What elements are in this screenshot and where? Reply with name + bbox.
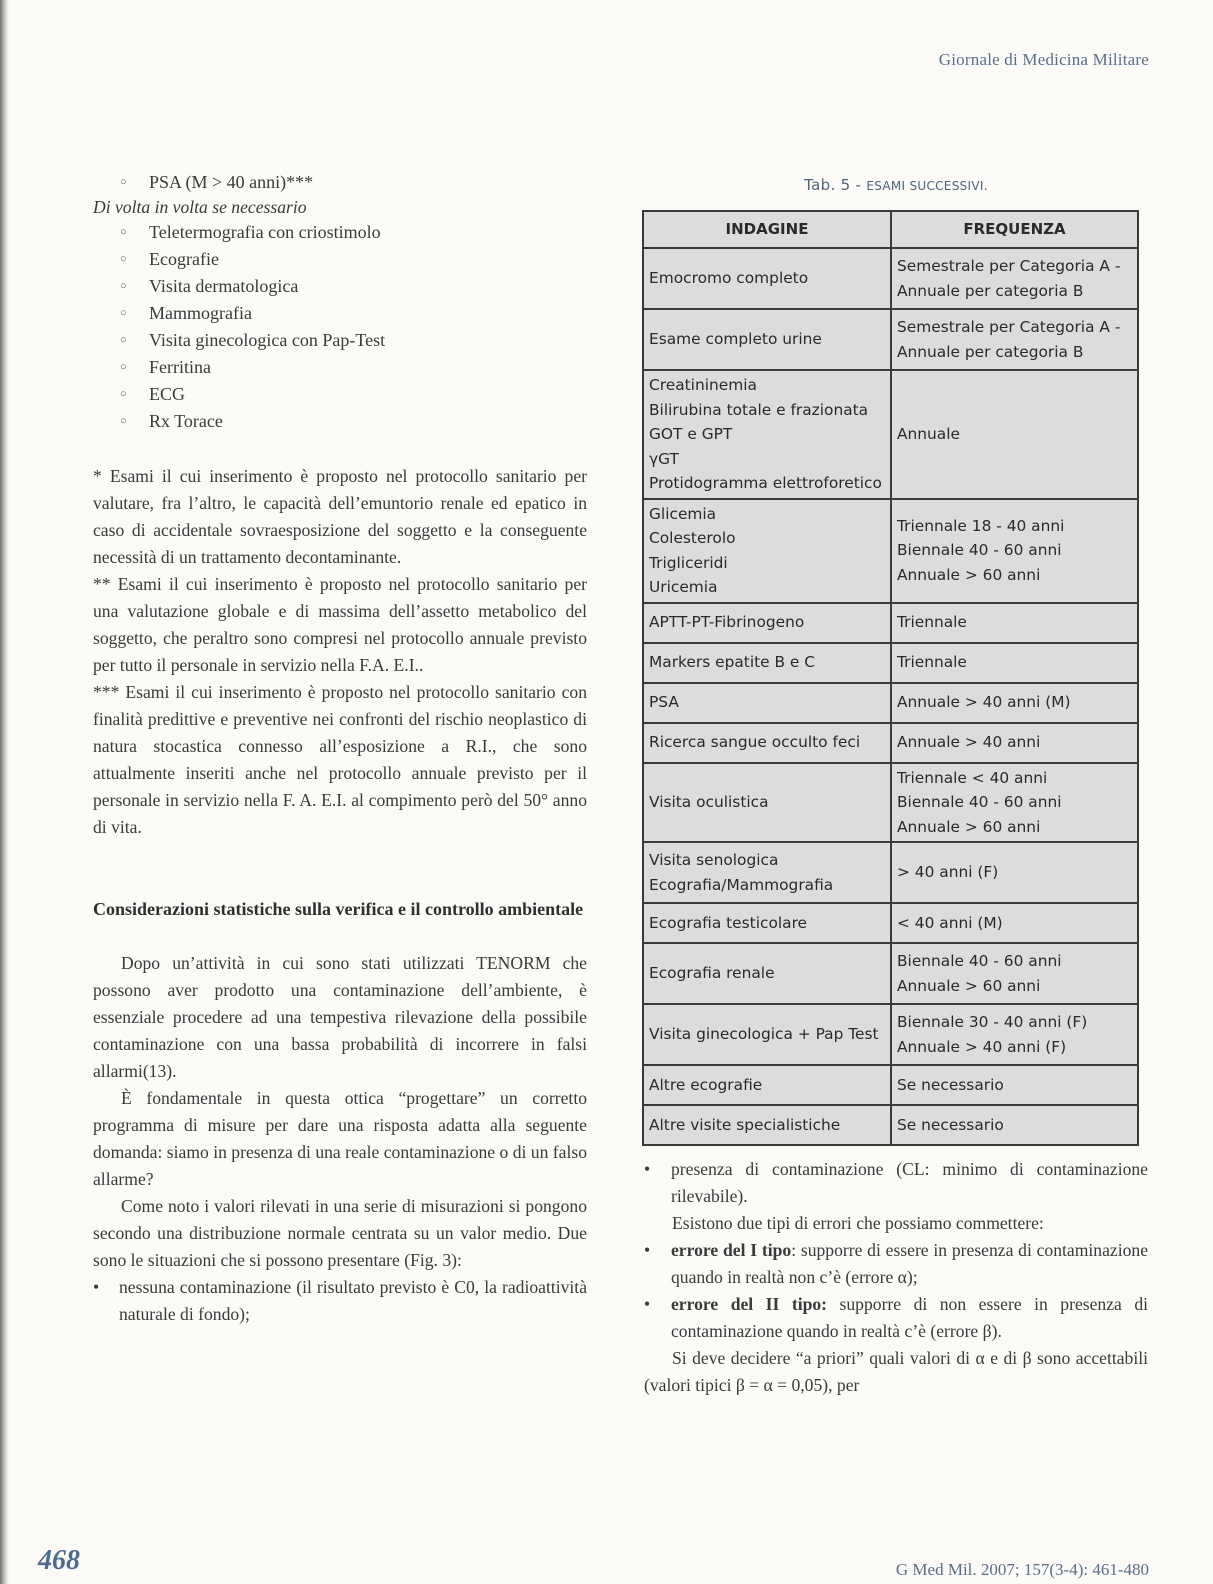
exam-cell (643, 723, 891, 763)
exam-cell (643, 643, 891, 683)
list-item: ○ Mammografia (93, 300, 587, 327)
cell-line: Se necessario (897, 1115, 1004, 1134)
error2-label: errore del II tipo: (671, 1294, 828, 1314)
cell-line: GOT e GPT (649, 425, 733, 443)
circle-bullet-icon: ○ (120, 415, 127, 427)
table-row (643, 248, 1138, 309)
table-row (643, 499, 1138, 603)
cell-line: Creatininemia (649, 376, 757, 394)
frequency-cell (891, 842, 1138, 903)
frequency-cell (891, 248, 1138, 309)
circle-bullet-icon: ○ (120, 253, 127, 265)
table-row (643, 943, 1138, 1004)
cell-line: γGT (649, 449, 679, 468)
cell-line: Altre ecografie (649, 1075, 763, 1094)
exam-cell (643, 943, 891, 1004)
section-title: Considerazioni statistiche sulla verifica e il controllo ambientale (93, 899, 584, 919)
list-item: ○ PSA (M > 40 anni)*** (93, 169, 587, 196)
circle-bullet-icon: ○ (120, 226, 127, 238)
bullet-contamination: • presenza di contaminazione (CL: minimo di contaminazione rilevabile). (644, 1156, 1148, 1210)
cell-line: Ecografia/Mammografia (649, 875, 834, 894)
cell-line: Triennale (897, 653, 967, 672)
table-row (643, 842, 1138, 903)
table-row (643, 1004, 1138, 1065)
cell-line: Semestrale per Categoria A - (897, 257, 1121, 275)
paragraph: Come noto i valori rilevati in una serie di misurazioni si pongono secondo una distribuzione normale centrata su un valor medio. Due sono le situazioni che si possono presentare (Fig. 3): (93, 1196, 587, 1270)
footnote: ** Esami il cui inserimento è proposto nel protocollo sanitario per una valutazione globale e di massima dell’assetto metabolico del soggetto, che peraltro sono compresi nel protocollo annuale previsto per tutto il personale in servizio nella F.A. E.I.. (93, 574, 587, 675)
header-frequenza: FREQUENZA (891, 211, 1138, 248)
cell-line: Colesterolo (649, 529, 736, 547)
frequency-cell (891, 723, 1138, 763)
exam-cell (643, 248, 891, 309)
caption-prefix: Tab. (804, 176, 836, 194)
circle-bullet-icon: ○ (120, 388, 127, 400)
cell-line: Triennale (897, 613, 967, 632)
cell-line: Glicemia (649, 504, 717, 523)
table-row (643, 643, 1138, 683)
error-type-1 (644, 1237, 1148, 1291)
cell-line: APTT-PT-Fibrinogeno (649, 613, 805, 632)
frequency-cell (891, 903, 1138, 943)
cell-line: Triennale 18 - 40 anni (897, 516, 1065, 535)
table-row (643, 370, 1138, 499)
cell-line: Markers epatite B e C (649, 653, 816, 672)
circle-bullet-icon: ○ (120, 334, 127, 346)
circle-bullet-icon: ○ (120, 361, 127, 373)
cell-line: Emocromo completo (649, 269, 809, 288)
paragraph: Dopo un’attività in cui sono stati utilizzati TENORM che possono aver prodotto una contaminazione dell’ambiente, è essenziale procedere ad una tempestiva rilevazione della possibile contaminazione con una bassa probabilità di incorrere in falsi allarmi(13). (93, 953, 587, 1081)
list-item: ○ Teletermografia con criostimolo (93, 219, 587, 246)
cell-line: Trigliceridi (649, 553, 728, 572)
frequency-cell (891, 943, 1138, 1004)
exam-cell (643, 1065, 891, 1105)
cell-line: Protidogramma elettroforetico (649, 474, 882, 492)
cell-line: Ricerca sangue occulto feci (649, 733, 861, 752)
footnote: * Esami il cui inserimento è proposto nel protocollo sanitario per valutare, fra l’altro, le capacità dell’emuntorio renale ed epatico in caso di accidentale sovraesposizione del soggetto e la conseguente necessità di un trattamento decontaminante. (93, 466, 587, 567)
cell-line: Annuale > 60 anni (897, 565, 1041, 584)
table-row (643, 309, 1138, 370)
table-row (643, 763, 1138, 843)
exams-table (642, 210, 1139, 1146)
cell-line: Visita senologica (649, 851, 779, 869)
cell-line: Annuale > 40 anni (897, 733, 1041, 752)
running-head: Giornale di Medicina Militare (938, 50, 1149, 69)
cell-line: Visita oculistica (649, 793, 769, 811)
cell-line: Bilirubina totale e frazionata (649, 400, 869, 419)
frequency-cell (891, 370, 1138, 499)
when-needed-label: Di volta in volta se necessario (93, 197, 307, 217)
list-item: ○ Ferritina (93, 354, 587, 381)
cell-line: Annuale per categoria B (897, 342, 1084, 361)
frequency-cell (891, 683, 1138, 723)
bullet-icon: • (644, 1240, 651, 1260)
cell-line: Semestrale per Categoria A - (897, 318, 1121, 336)
cell-line: Annuale > 40 anni (F) (897, 1037, 1067, 1056)
cell-line: Ecografia testicolare (649, 913, 808, 932)
error-type-2 (644, 1291, 1148, 1345)
cell-line: Annuale > 40 anni (M) (897, 693, 1071, 712)
bullet-icon: • (644, 1159, 651, 1179)
frequency-cell (891, 643, 1138, 683)
cell-line: < 40 anni (M) (897, 913, 1003, 932)
final-paragraph: Si deve decidere “a priori” quali valori di α e di β sono accettabili (valori tipici β = α = 0,05), per (644, 1348, 1148, 1395)
table-header-row (643, 211, 1138, 248)
page-number: 468 (38, 1545, 80, 1576)
exam-cell (643, 1004, 891, 1065)
exam-cell (643, 903, 891, 943)
circle-bullet-icon: ○ (120, 176, 127, 188)
cell-line: Triennale < 40 anni (897, 768, 1048, 787)
exam-cell (643, 603, 891, 643)
cell-line: Biennale 40 - 60 anni (897, 952, 1062, 970)
exam-cell (643, 499, 891, 603)
paragraph: È fondamentale in questa ottica “progettare” un corretto programma di misure per dare una risposta adatta alla seguente domanda: siamo in presenza di una reale contaminazione o di un falso allarme? (93, 1088, 587, 1189)
frequency-cell (891, 499, 1138, 603)
cell-line: Annuale > 60 anni (897, 976, 1041, 995)
cell-line: Se necessario (897, 1075, 1004, 1094)
right-column (644, 169, 1148, 1399)
table-row (643, 603, 1138, 643)
left-column (93, 169, 587, 1328)
circle-bullet-icon: ○ (120, 307, 127, 319)
exam-cell (643, 842, 891, 903)
cell-line: PSA (649, 693, 679, 712)
circle-bullet-icon: ○ (120, 280, 127, 292)
table-caption (644, 176, 1148, 194)
bullet-icon: • (93, 1277, 100, 1297)
exams-table-body (643, 248, 1138, 1145)
exam-cell (643, 683, 891, 723)
errors-intro: Esistono due tipi di errori che possiamo commettere: (672, 1213, 1044, 1233)
table-row (643, 1065, 1138, 1105)
exam-cell (643, 1105, 891, 1145)
bullet-no-contamination: • nessuna contaminazione (il risultato previsto è C0, la radioattività naturale di fondo); (93, 1274, 587, 1328)
footnotes (93, 463, 587, 841)
list-item: ○ Ecografie (93, 246, 587, 273)
cell-line: Ecografia renale (649, 964, 775, 983)
table-row (643, 903, 1138, 943)
cell-line: Annuale > 60 anni (897, 817, 1041, 836)
cell-line: Biennale 40 - 60 anni (897, 541, 1062, 560)
header-indagine: INDAGINE (643, 211, 891, 248)
exam-cell (643, 370, 891, 499)
caption-number: 5 - (840, 176, 862, 194)
frequency-cell (891, 763, 1138, 843)
list-item: ○ Visita dermatologica (93, 273, 587, 300)
footnote: *** Esami il cui inserimento è proposto nel protocollo sanitario con finalità predittive e preventive nei confronti del rischio neoplastico di natura stocastica connesso all’esposizione a R.I., che sono attualmente inseriti anche nel protocollo annuale previsto per il personale in servizio nella F. A. E.I. al compimento però del 50° anno di vita. (93, 682, 587, 837)
exam-cell (643, 309, 891, 370)
error2-text: supporre di non essere in presenza di contaminazione quando in realtà c’è (errore β). (671, 1294, 1149, 1341)
caption-text: ESAMI SUCCESSIVI. (866, 179, 988, 193)
frequency-cell (891, 309, 1138, 370)
cell-line: Uricemia (649, 578, 718, 596)
frequency-cell (891, 603, 1138, 643)
list-item: ○ Visita ginecologica con Pap-Test (93, 327, 587, 354)
psa-list (93, 169, 587, 196)
optional-exams-list (93, 219, 587, 435)
frequency-cell (891, 1004, 1138, 1065)
list-item: ○ Rx Torace (93, 408, 587, 435)
bullet-icon: • (644, 1294, 651, 1314)
exam-cell (643, 763, 891, 843)
cell-line: Biennale 30 - 40 anni (F) (897, 1013, 1088, 1031)
cell-line: Visita ginecologica + Pap Test (649, 1025, 879, 1044)
table-row (643, 723, 1138, 763)
cell-line: Altre visite specialistiche (649, 1115, 841, 1134)
citation: G Med Mil. 2007; 157(3-4): 461-480 (895, 1560, 1149, 1579)
table-row (643, 1105, 1138, 1145)
cell-line: Biennale 40 - 60 anni (897, 793, 1062, 811)
cell-line: Annuale per categoria B (897, 281, 1084, 300)
table-row (643, 683, 1138, 723)
error1-label: errore del I tipo (671, 1240, 792, 1260)
cell-line: > 40 anni (F) (897, 863, 999, 882)
frequency-cell (891, 1105, 1138, 1145)
cell-line: Annuale (897, 425, 960, 443)
frequency-cell (891, 1065, 1138, 1105)
cell-line: Esame completo urine (649, 330, 822, 349)
list-item: ○ ECG (93, 381, 587, 408)
error1-text: : supporre di essere in presenza di contaminazione quando in realtà non c’è (errore α); (671, 1240, 1148, 1287)
page-binding-shadow (0, 0, 9, 1584)
